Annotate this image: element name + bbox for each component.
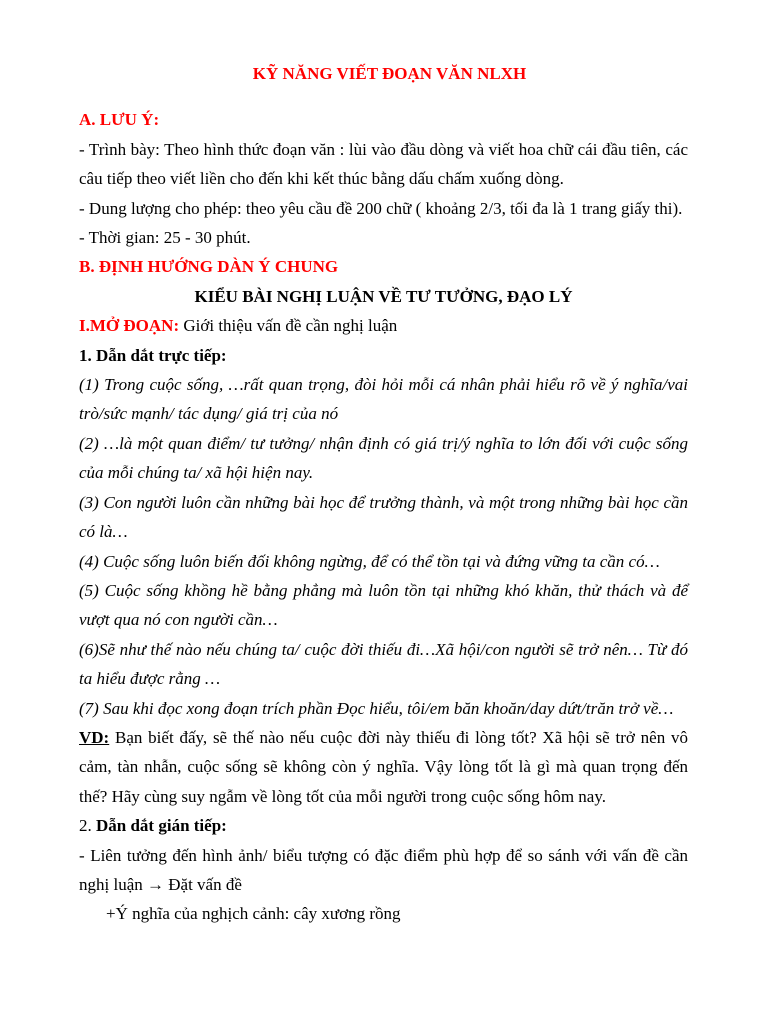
direct-lead-heading: 1. Dẫn dắt trực tiếp:	[79, 345, 227, 365]
direct-lead-item-4: (4) Cuộc sống luôn biến đối không ngừng, để có thể tồn tại và đứng vững ta cần có…	[79, 551, 660, 571]
indirect-lead-item-2: +Ý nghĩa của nghịch cảnh: cây xương rồng	[106, 904, 401, 924]
section-a-heading: A. LƯU Ý:	[79, 110, 160, 130]
indirect-lead-number: 2.	[79, 816, 96, 836]
document-title: KỸ NĂNG VIẾT ĐOẠN VĂN NLXH	[252, 64, 527, 83]
indirect-lead-item-1-end: Đặt vấn đề	[164, 874, 242, 894]
indirect-lead-item-1	[79, 841, 688, 900]
example-text: Bạn biết đấy, sẽ thế nào nếu cuộc đời này thiếu đi lòng tốt? Xã hội sẽ trở nên vô cảm, tàn nhẫn, cuộc sống sẽ không còn ý nghĩa. Vậy lòng tốt là gì mà quan trọng đến thế? Hãy cùng suy ngẫm về lòng tốt của mỗi người trong cuộc sống hôm nay.	[79, 727, 688, 806]
direct-lead-item-2: (2) …là một quan điểm/ tư tưởng/ nhận định có giá trị/ý nghĩa to lớn đối với cuộc sống của mỗi chúng ta/ xã hội hiện nay.	[79, 433, 688, 483]
direct-lead-item-3: (3) Con người luôn cần những bài học để trưởng thành, và một trong những bài học cần có là…	[79, 492, 688, 542]
document-page	[79, 42, 688, 929]
direct-lead-item-1: (1) Trong cuộc sống, …rất quan trọng, đòi hỏi mỗi cá nhân phải hiểu rõ về ý nghĩa/vai trò/sức mạnh/ tác dụng/ giá trị của nó	[79, 375, 688, 424]
direct-lead-item-7: (7) Sau khi đọc xong đoạn trích phần Đọc hiểu, tôi/em băn khoăn/day dứt/trăn trở về…	[79, 698, 674, 718]
opening-label: I.MỞ ĐOẠN:	[79, 316, 180, 336]
section-b-subtitle: KIỂU BÀI NGHỊ LUẬN VỀ TƯ TƯỞNG, ĐẠO LÝ	[194, 286, 573, 306]
opening-paragraph	[79, 311, 688, 340]
indirect-lead-heading-line	[79, 811, 688, 840]
section-b-heading: B. ĐỊNH HƯỚNG DÀN Ý CHUNG	[79, 257, 339, 277]
indirect-lead-item-1-text: - Liên tưởng đến hình ảnh/ biểu tượng có đặc điểm phù hợp để so sánh với vấn đề cần nghị luận	[79, 845, 688, 894]
note-presentation: - Trình bày: Theo hình thức đoạn văn : lùi vào đầu dòng và viết hoa chữ cái đầu tiên, các câu tiếp theo viết liền cho đến khi kết thúc bằng dấu chấm xuống dòng.	[79, 139, 688, 189]
opening-text: Giới thiệu vấn đề cần nghị luận	[179, 316, 398, 336]
indirect-lead-heading: Dẫn dắt gián tiếp:	[96, 816, 227, 836]
note-length: - Dung lượng cho phép: theo yêu cầu đề 200 chữ ( khoảng 2/3, tối đa là 1 trang giấy thi).	[79, 198, 683, 218]
arrow-icon: →	[147, 874, 164, 894]
example-label: VD:	[79, 727, 110, 747]
direct-lead-item-5: (5) Cuộc sống khồng hề bằng phẳng mà luôn tồn tại những khó khăn, thử thách và để vượt qua nó con người cần…	[79, 580, 688, 630]
example-paragraph	[79, 723, 688, 811]
direct-lead-item-6: (6)Sẽ như thế nào nếu chúng ta/ cuộc đời thiếu đi…Xã hội/con người sẽ trở nên… Từ đó ta hiểu được rằng …	[79, 639, 688, 689]
note-time: - Thời gian: 25 - 30 phút.	[79, 228, 251, 248]
